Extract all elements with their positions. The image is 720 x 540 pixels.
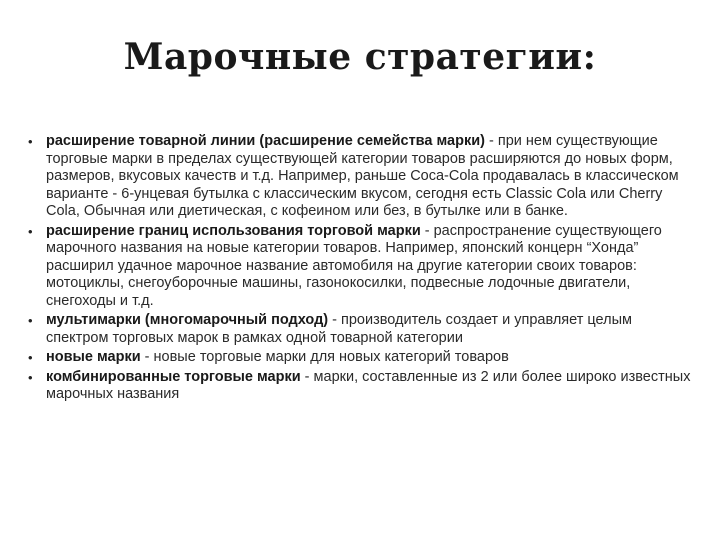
bullet-text: - производитель создает и управляет целым спектром торговых марок в рамках одной товарной категории [46,312,632,346]
bullet-term: комбинированные торговые марки [46,368,301,385]
slide-title: Марочные стратегии: [123,36,597,78]
bullet-icon: • [28,369,33,385]
bullet-term: расширение границ использования торговой марки [46,222,421,239]
bullet-text: - марки, составленные из 2 или более широко известных марочных названия [46,368,691,402]
bullet-icon: • [28,350,33,365]
list-item [26,369,694,404]
list-item [26,133,694,221]
list-item [26,349,694,367]
list-item [26,312,694,347]
bullet-list [26,133,694,406]
bullet-text: - новые торговые марки для новых категорий товаров [140,349,509,365]
list-item [26,223,694,311]
bullet-term: расширение товарной линии (расширение семейства марки) [46,133,485,149]
bullet-icon: • [28,313,33,328]
bullet-term: новые марки [46,349,141,365]
bullet-icon: • [28,134,33,149]
bullet-icon: • [28,223,33,239]
bullet-term: мультимарки (многомарочный подход) [46,312,329,328]
bullet-text: - распространение существующего марочного названия на новые категории товаров. Например, японский концерн “Хонда” расширил удачное марочное название автомобиля на другие категории своих товаров: мотоциклы, снегоуборочные машины, газонокосилки, подвесные лодочные двигатели, снегоходы и т.д. [46,222,662,309]
bullet-text: - при нем существующие торговые марки в пределах существующей категории товаров расширяются до новых форм, размеров, вкусовых качеств и т.д. Например, раньше Coca-Cola продавалась в классическом варианте - 6-унцевая бутылка с классическим вкусом, сегодня есть Classic Cola или Cherry Cola, Обычная или диетическая, с кофеином или без, в бутылке или в банке. [46,133,679,219]
